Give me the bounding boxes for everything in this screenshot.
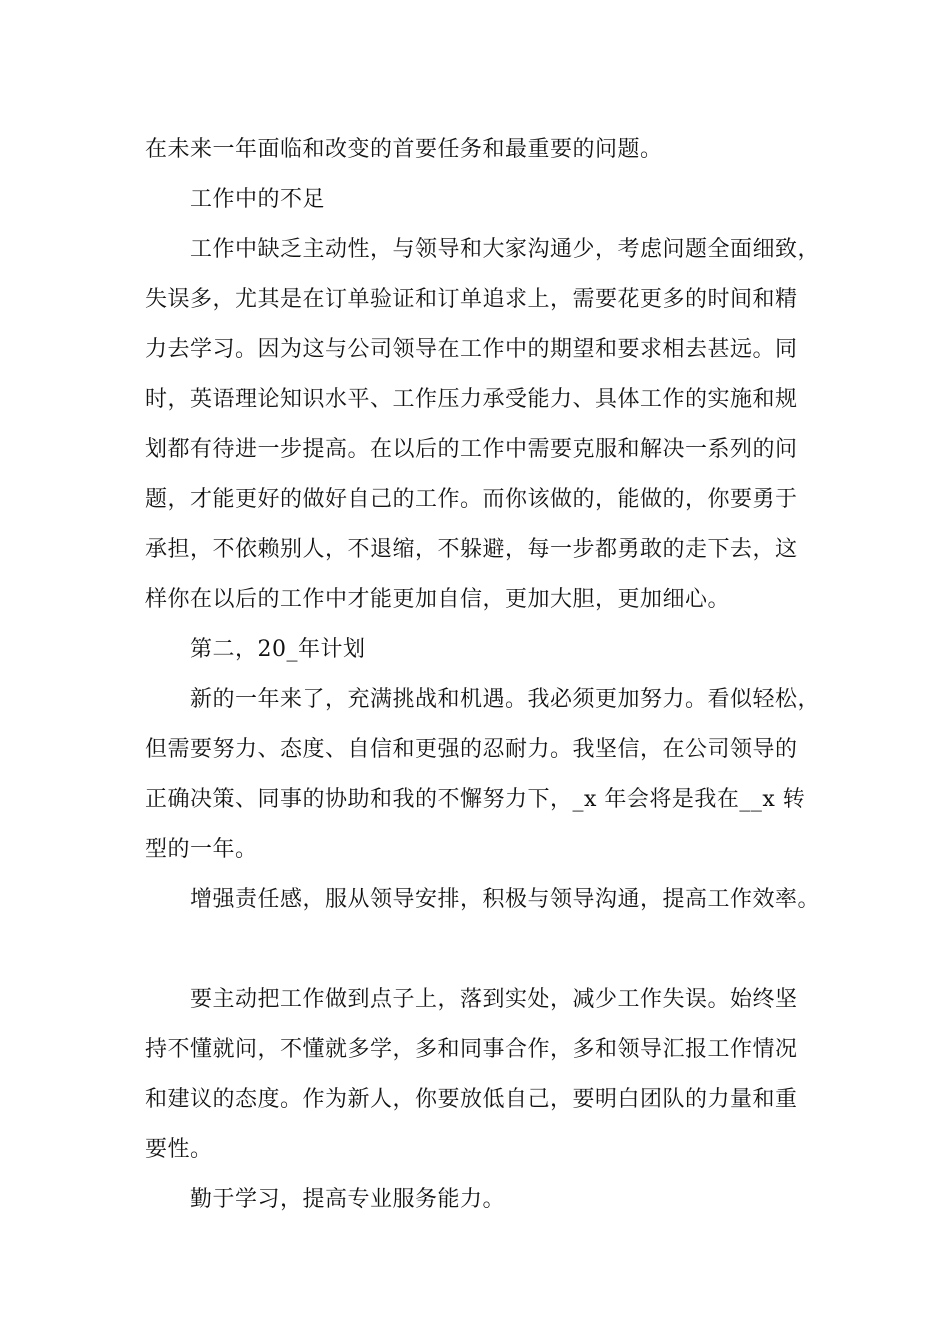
- text-line: 型的一年。: [145, 837, 258, 862]
- text-line: 正确决策、同事的协助和我的不懈努力下，_x 年会将是我在__x 转: [145, 787, 806, 812]
- text-line: 增强责任感，服从领导安排，积极与领导沟通，提高工作效率。: [190, 887, 821, 912]
- text-line: 要主动把工作做到点子上，落到实处，减少工作失误。始终坚: [190, 987, 798, 1012]
- section-heading: 第二，20_年计划: [190, 637, 366, 662]
- text-line: 力去学习。因为这与公司领导在工作中的期望和要求相去甚远。同: [145, 337, 798, 362]
- text-line: 时，英语理论知识水平、工作压力承受能力、具体工作的实施和规: [145, 387, 798, 412]
- text-line: 持不懂就问，不懂就多学，多和同事合作，多和领导汇报工作情况: [145, 1037, 798, 1062]
- text-line: 样你在以后的工作中才能更加自信，更加大胆，更加细心。: [145, 587, 731, 612]
- text-line: 承担，不依赖别人，不退缩，不躲避，每一步都勇敢的走下去，这: [145, 537, 798, 562]
- text-line: 要性。: [145, 1137, 213, 1162]
- text-line: 和建议的态度。作为新人，你要放低自己，要明白团队的力量和重: [145, 1087, 798, 1112]
- text-line: 在未来一年面临和改变的首要任务和最重要的问题。: [145, 137, 663, 162]
- text-line: 失误多，尤其是在订单验证和订单追求上，需要花更多的时间和精: [145, 287, 798, 312]
- text-line: 题，才能更好的做好自己的工作。而你该做的，能做的，你要勇于: [145, 487, 798, 512]
- section-heading: 工作中的不足: [190, 187, 326, 212]
- text-line: 划都有待进一步提高。在以后的工作中需要克服和解决一系列的问: [145, 437, 798, 462]
- text-line: 但需要努力、态度、自信和更强的忍耐力。我坚信，在公司领导的: [145, 737, 798, 762]
- text-line: 勤于学习，提高专业服务能力。: [190, 1187, 506, 1212]
- text-line: 工作中缺乏主动性，与领导和大家沟通少，考虑问题全面细致，: [190, 237, 821, 262]
- text-line: 新的一年来了，充满挑战和机遇。我必须更加努力。看似轻松，: [190, 687, 821, 712]
